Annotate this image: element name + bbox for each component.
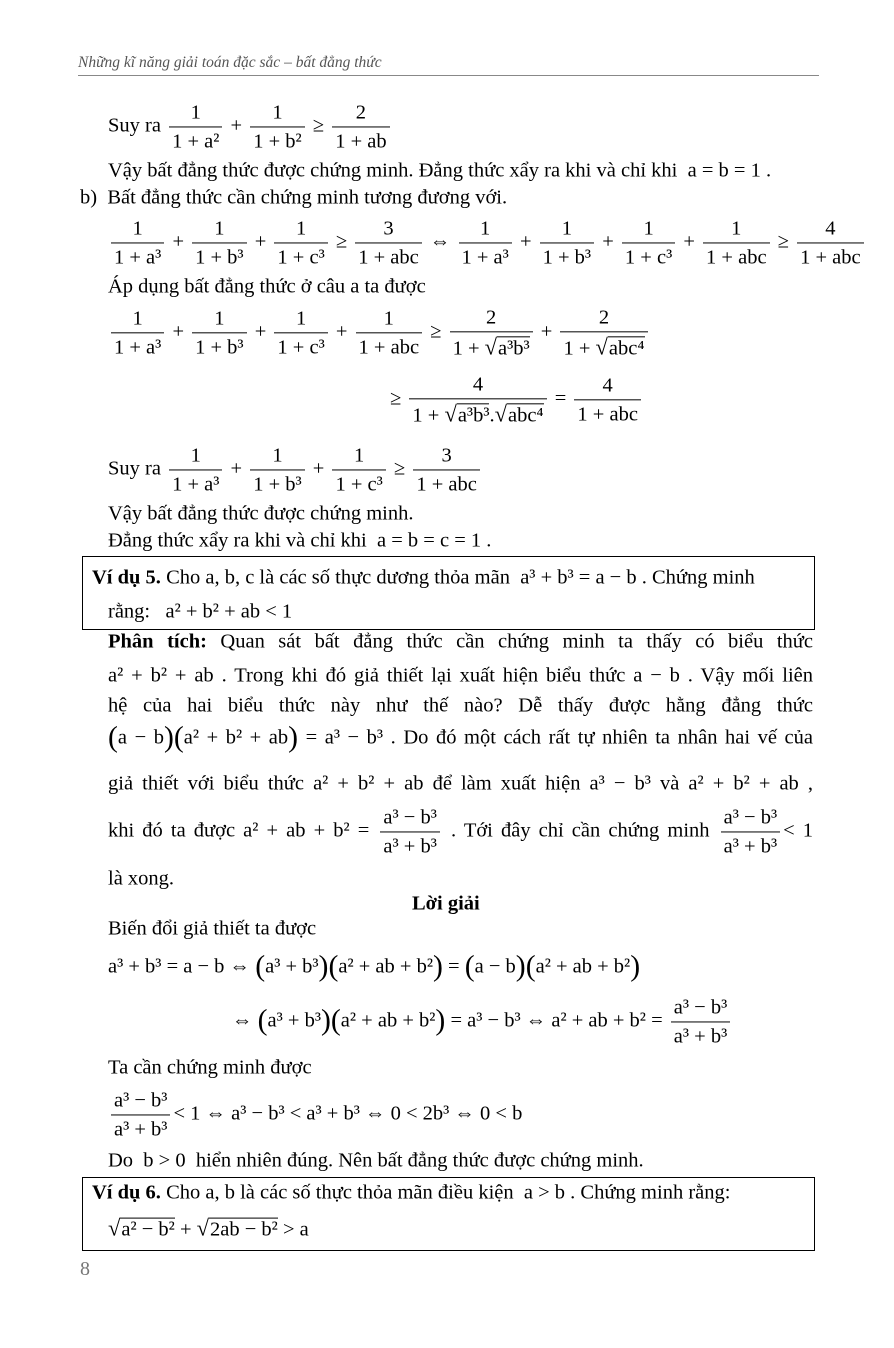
numerator — [130, 307, 146, 332]
denominator — [671, 1021, 730, 1048]
text-run: 4 — [602, 374, 613, 397]
text-run: Cho a, b là các số thực thỏa mãn điều kiện a > b . Chứng minh rằng: — [160, 1181, 731, 1204]
text-run: 1 + — [563, 336, 596, 359]
parenthesis: ) — [288, 721, 299, 754]
text-run: b) Bất đẳng thức cần chứng minh tương đương với. — [80, 186, 508, 209]
text-run: + — [249, 320, 272, 343]
conclusion-b-formula — [108, 444, 483, 495]
fraction — [111, 1089, 170, 1140]
text-run: 4 — [825, 217, 836, 240]
denominator — [540, 242, 594, 269]
text-run: 1 — [214, 307, 225, 330]
radicand: a³b³ — [498, 336, 530, 359]
fraction — [192, 217, 246, 268]
text-run: 1 + a³ — [172, 473, 220, 495]
text-run: a³ − b³ — [673, 996, 728, 1019]
text-run: rằng: a² + b² + ab < 1 — [108, 600, 293, 623]
radical-sign-icon: √ — [484, 333, 497, 359]
text-run: khi đó ta được a² + ab + b² = — [108, 819, 378, 842]
text-run: Cho a, b, c là các số thực dương thỏa mãn a³ + b³ = a − b . Chứng minh — [160, 566, 755, 589]
numerator — [293, 307, 309, 332]
text-run: a³ + b³ — [265, 955, 319, 978]
text-run: + — [225, 114, 248, 137]
text-run: Áp dụng bất đẳng thức ở câu a ta được — [108, 275, 426, 298]
square-root — [197, 1217, 278, 1242]
fraction — [192, 307, 246, 358]
numerator — [381, 307, 397, 332]
fraction — [413, 444, 480, 495]
denominator — [413, 469, 480, 496]
text-run: Vậy bất đẳng thức được chứng minh. — [108, 502, 414, 525]
numerator — [130, 217, 146, 242]
parenthesis: ) — [318, 950, 329, 983]
fraction — [797, 217, 864, 268]
text-line — [108, 1057, 312, 1080]
text-run: 1 — [354, 444, 365, 467]
text-run: 1 + b³ — [195, 336, 244, 358]
text-run: 1 — [190, 101, 201, 124]
text-run: ≥ — [425, 320, 447, 343]
numerator — [596, 306, 612, 331]
text-run: + — [514, 230, 537, 253]
fraction — [332, 444, 385, 495]
text-run: 1 + abc — [577, 403, 638, 425]
numerator — [470, 373, 486, 398]
text-run: a³ + b³ — [114, 1118, 168, 1140]
numerator — [721, 806, 780, 831]
text-run: 1 — [295, 307, 307, 330]
text-run: a² + ab + b² — [340, 1009, 436, 1032]
denominator — [192, 242, 246, 269]
numerator — [269, 444, 285, 469]
text-run: = — [442, 955, 465, 978]
parenthesis: ) — [515, 950, 526, 983]
text-run: 1 + c³ — [277, 336, 325, 358]
radical-sign-icon: √ — [444, 400, 457, 426]
fraction — [671, 996, 730, 1047]
fraction — [409, 373, 546, 426]
radicand: abc⁴ — [608, 336, 645, 359]
text-run: 1 + a³ — [461, 246, 509, 268]
bold-label: Phân tích: — [108, 630, 207, 653]
text-run: + — [174, 1218, 197, 1241]
text-run: Đẳng thức xẩy ra khi và chỉ khi a = b = c = 1 . — [108, 529, 492, 552]
text-run: 1 — [731, 217, 742, 240]
analysis-line — [108, 631, 813, 654]
solution-formula — [108, 1089, 522, 1140]
parenthesis: ) — [432, 950, 443, 983]
fraction — [355, 217, 422, 268]
fraction — [622, 217, 675, 268]
text-run: < 1 ⇔ a³ − b³ < a³ + b³ ⇔ 0 < 2b³ ⇔ 0 < b — [173, 1102, 523, 1125]
denominator — [409, 398, 546, 427]
page-number: 8 — [80, 1258, 90, 1280]
text-run: 1 — [132, 307, 143, 330]
radical-sign-icon: √ — [494, 400, 507, 426]
numerator — [111, 1089, 170, 1114]
parenthesis: ( — [328, 950, 339, 983]
text-run: Biến đổi giả thiết ta được — [108, 917, 317, 940]
square-root — [485, 335, 530, 360]
text-run: + — [225, 457, 248, 480]
parenthesis: ) — [435, 1004, 446, 1037]
analysis-line — [108, 695, 813, 718]
denominator — [250, 469, 304, 496]
radical-sign-icon: √ — [108, 1215, 121, 1241]
text-run: a² + b² + ab . Trong khi đó giả thiết lại xuất hiện biểu thức a − b . Vậy mối liên — [108, 664, 813, 687]
text-run: 1 — [214, 217, 225, 240]
text-run: . Tới đây chỉ cần chứng minh — [442, 819, 718, 842]
text-line — [108, 918, 316, 941]
text-run: 1 — [190, 444, 201, 467]
fraction — [703, 217, 770, 268]
text-run: a³ + b³ — [267, 1009, 321, 1032]
text-line — [108, 530, 491, 553]
conclusion-a-formula — [108, 101, 393, 152]
denominator — [169, 126, 222, 153]
text-run: 1 — [643, 217, 654, 240]
text-run: a − b — [117, 726, 164, 749]
text-run: a − b — [474, 955, 516, 978]
radical-sign-icon: √ — [595, 333, 608, 359]
fraction — [356, 307, 423, 358]
text-run: = a³ − b³ ⇔ a² + ab + b² = — [445, 1009, 668, 1032]
text-run: 1 — [272, 444, 283, 467]
example-5-statement-2 — [108, 601, 292, 624]
text-run: + — [678, 230, 701, 253]
square-root — [444, 402, 489, 427]
denominator — [250, 126, 304, 153]
text-run: 1 — [272, 101, 283, 124]
text-run: < 1 — [783, 819, 813, 842]
text-run: 1 + c³ — [277, 246, 325, 268]
text-run: + — [167, 320, 190, 343]
text-run: a² + b² + ab — [183, 726, 289, 749]
equivalence-formula — [108, 217, 867, 268]
text-run: a² + ab + b² — [338, 955, 433, 978]
fraction — [250, 444, 304, 495]
text-run: ≥ — [388, 457, 411, 480]
numerator — [822, 217, 838, 242]
fraction — [540, 217, 594, 268]
analysis-line — [108, 665, 813, 688]
fraction — [574, 374, 641, 425]
denominator — [356, 332, 423, 359]
text-run: 1 + b³ — [542, 246, 592, 268]
text-run: 1 + a³ — [114, 246, 162, 268]
text-run: hệ của hai biểu thức này như thế nào? Dễ thấy được hằng đẳng thức — [108, 694, 813, 717]
example-6-statement — [92, 1182, 730, 1205]
text-run: 3 — [383, 217, 394, 240]
text-run: Quan sát bất đẳng thức cần chứng minh ta thấy có biểu thức — [206, 630, 813, 653]
parenthesis: ( — [257, 1004, 268, 1037]
text-run: a³ − b³ — [383, 806, 437, 829]
numerator — [380, 806, 439, 831]
text-run: giả thiết với biểu thức a² + b² + ab để làm xuất hiện a³ − b³ và a² + b² + ab , — [108, 772, 813, 795]
numerator — [728, 217, 744, 242]
radicand: a² − b² — [121, 1218, 175, 1241]
fraction — [560, 306, 647, 359]
text-run: ⇔ — [424, 230, 456, 253]
text-line — [108, 503, 413, 526]
text-run: a³ + b³ = a − b ⇔ — [108, 955, 256, 978]
text-run: = — [549, 387, 572, 410]
radicand: a³b³ — [457, 403, 490, 426]
parenthesis: ( — [255, 950, 266, 983]
running-header: Những kĩ năng giải toán đặc sắc – bất đẳng thức — [78, 54, 382, 71]
fraction — [380, 806, 439, 857]
text-run: ⇔ — [232, 1009, 258, 1032]
parenthesis: ( — [173, 721, 184, 754]
text-run: + — [167, 230, 190, 253]
example-6-formula — [108, 1217, 309, 1242]
numerator — [600, 374, 616, 399]
fraction — [111, 217, 164, 268]
apply-formula-continued — [390, 373, 644, 426]
parenthesis: ( — [108, 721, 118, 754]
text-run: 1 + a³ — [114, 336, 162, 358]
denominator — [111, 1114, 170, 1141]
analysis-line — [108, 773, 813, 796]
denominator — [355, 242, 422, 269]
text-run: + — [330, 320, 353, 343]
fraction — [250, 101, 304, 152]
text-line — [108, 160, 771, 183]
fraction — [274, 307, 327, 358]
parenthesis: ( — [525, 950, 536, 983]
text-line — [108, 276, 426, 299]
text-run: Do b > 0 hiển nhiên đúng. Nên bất đẳng thức được chứng minh. — [108, 1149, 644, 1172]
text-run: 3 — [441, 444, 452, 467]
numerator — [188, 444, 204, 469]
text-run: 1 + abc — [800, 246, 861, 268]
text-run: 1 + abc — [416, 473, 477, 495]
text-run: 2 — [598, 306, 610, 329]
text-run: a³ − b³ — [723, 806, 778, 829]
text-run: Ta cần chứng minh được — [108, 1056, 312, 1079]
radicand: 2ab − b² — [210, 1218, 278, 1241]
text-run: 1 + b³ — [253, 473, 302, 495]
denominator — [274, 242, 327, 269]
text-run: + — [535, 320, 558, 343]
denominator — [192, 332, 246, 359]
text-run: 2 — [355, 101, 367, 124]
numerator — [559, 217, 575, 242]
denominator — [332, 126, 389, 153]
text-run: a³ − b³ — [114, 1089, 168, 1112]
denominator — [111, 242, 164, 269]
square-root — [495, 402, 544, 427]
radicand: abc⁴ — [507, 403, 544, 426]
denominator — [380, 831, 439, 858]
fraction — [450, 306, 533, 359]
radical-sign-icon: √ — [196, 1215, 210, 1241]
fraction — [721, 806, 780, 857]
text-run: 1 + b² — [253, 130, 302, 152]
square-root — [108, 1217, 175, 1242]
numerator — [380, 217, 396, 242]
text-run: 1 + ab — [335, 130, 387, 152]
bold-label: Ví dụ 6. — [92, 1181, 161, 1204]
text-run: . — [489, 403, 495, 426]
solution-formula — [232, 996, 733, 1047]
text-run: ≥ — [390, 387, 407, 410]
denominator — [459, 242, 512, 269]
text-run: = a³ − b³ . Do đó một cách rất tự nhiên ta nhân hai vế của — [298, 726, 813, 749]
text-run: 1 + c³ — [624, 246, 673, 268]
fraction — [111, 307, 164, 358]
text-run: ≥ — [330, 230, 353, 253]
text-run: 1 + a² — [172, 130, 220, 152]
text-run: 1 + abc — [706, 246, 767, 268]
text-run: a³ + b³ — [673, 1025, 728, 1047]
analysis-line — [108, 806, 813, 857]
text-run: 1 + — [452, 336, 485, 359]
numerator — [188, 101, 204, 126]
numerator — [477, 217, 493, 242]
text-run: a³ + b³ — [723, 835, 778, 857]
parenthesis: ( — [330, 1004, 341, 1037]
text-run: Suy ra — [108, 114, 167, 137]
text-run: a² + ab + b² — [535, 955, 631, 978]
numerator — [211, 217, 227, 242]
numerator — [269, 101, 285, 126]
text-run: a³ + b³ — [383, 835, 437, 857]
parenthesis: ) — [163, 721, 174, 754]
text-run: 1 + — [412, 403, 445, 426]
fraction — [459, 217, 512, 268]
fraction — [169, 444, 222, 495]
numerator — [211, 307, 227, 332]
text-run: > a — [277, 1218, 309, 1241]
numerator — [483, 306, 499, 331]
denominator — [721, 831, 780, 858]
solution-formula — [108, 951, 640, 984]
solution-heading — [412, 893, 480, 916]
text-run: 1 — [383, 307, 394, 330]
numerator — [353, 101, 369, 126]
text-run: ≥ — [307, 114, 330, 137]
analysis-line — [108, 722, 813, 755]
numerator — [640, 217, 656, 242]
text-run: 2 — [485, 306, 497, 329]
denominator — [703, 242, 770, 269]
denominator — [111, 332, 164, 359]
text-run: 1 — [132, 217, 143, 240]
numerator — [438, 444, 454, 469]
text-run: Suy ra — [108, 457, 167, 480]
denominator — [560, 331, 647, 360]
fraction — [332, 101, 389, 152]
fraction — [169, 101, 222, 152]
numerator — [671, 996, 730, 1021]
parenthesis: ( — [464, 950, 475, 983]
text-run: 1 — [480, 217, 491, 240]
numerator — [293, 217, 309, 242]
denominator — [574, 399, 641, 426]
text-run: + — [307, 457, 330, 480]
text-run: là xong. — [108, 867, 175, 890]
denominator — [622, 242, 675, 269]
denominator — [797, 242, 864, 269]
part-b-heading — [80, 187, 507, 210]
analysis-line — [108, 868, 174, 891]
text-line — [108, 1150, 644, 1173]
bold-label: Ví dụ 5. — [92, 566, 161, 589]
apply-formula — [108, 306, 651, 359]
fraction — [274, 217, 327, 268]
text-run: 1 + abc — [358, 336, 420, 358]
text-run: 1 — [561, 217, 572, 240]
text-run: ≥ — [772, 230, 795, 253]
numerator — [351, 444, 367, 469]
text-run: 1 + abc — [358, 246, 419, 268]
text-run: 1 + c³ — [335, 473, 383, 495]
bold-label: Lời giải — [412, 892, 480, 915]
text-run: + — [597, 230, 619, 253]
denominator — [274, 332, 327, 359]
text-run: 4 — [472, 373, 484, 396]
parenthesis: ) — [630, 950, 641, 983]
text-run: Vậy bất đẳng thức được chứng minh. Đẳng thức xẩy ra khi và chỉ khi a = b = 1 . — [108, 159, 772, 182]
square-root — [596, 335, 645, 360]
text-run: + — [249, 230, 272, 253]
example-5-statement — [92, 567, 755, 590]
denominator — [169, 469, 222, 496]
text-run: 1 — [295, 217, 307, 240]
header-divider — [78, 75, 819, 76]
denominator — [450, 331, 533, 360]
text-run: 1 + b³ — [195, 246, 244, 268]
denominator — [332, 469, 385, 496]
parenthesis: ) — [320, 1004, 331, 1037]
